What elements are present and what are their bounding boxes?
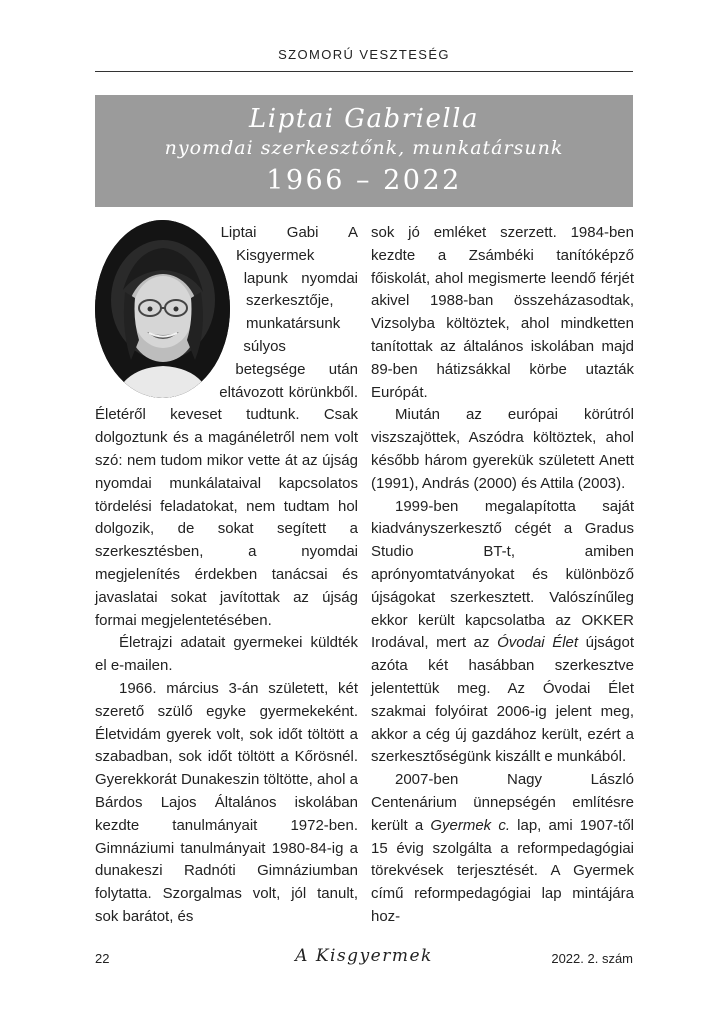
- magazine-title-gyermek: Gyermek c.: [430, 816, 510, 834]
- section-title: SZOMORÚ VESZTESÉG: [278, 47, 450, 62]
- issue-number: 2022. 2. szám: [551, 951, 633, 966]
- paragraph-centenary: 2007-ben Nagy László Centenárium ünnepségén említésre került a Gyermek c. lap, ami 1907-től 15 évig szolgálta a reformpedagógiai törekvések terjesztését. A Gyermek című reformpedagógiai lap mintájára hoz-: [371, 771, 635, 925]
- paragraph-intro: Liptai Gabi A Kisgyermek lapunk nyomdai szerkesztője, munkatársunk súlyos betegsége után eltávozott körünkből. Életéről keveset tudtunk. Csak dolgoztunk és a magánéletről nem volt szó: nem tudom mikor vette át az újság nyomdai munkálataival kapcsolatos tördelési feladatokat, nem tudtam hol dolgozik, de sokat segített a szerkesztésben, a nyomdai megjelenítés érdekben tanácsai és javaslatai sokat javítottak az újság formai megjelentetésében.: [95, 224, 358, 629]
- section-header: [95, 44, 633, 72]
- paragraph-childhood: 1966. március 3-án született, két szerető szülő egyke gyermekeként. Életvidám gyerek volt, sok időt töltött a szabadban, sok időt töltött a Kőrösnél. Gyerekkorát Dunakeszin töltötte, ahol a Bárdos Lajos Általános iskolában kezdte tanulmányait 1972-ben. Gimnáziumi tanulmányait 1980-84-ig a dunakeszi Radnóti Gimnáziumban folytatta. Szorgalmas volt, jól tanult, sok barátot, és: [95, 679, 358, 925]
- paragraph-college: sok jó emléket szerzett. 1984-ben kezdte a Zsámbéki tanítóképző főiskolát, ahol megismerte leendő férjét akivel 1988-ban összeházasodtak, Vizsolyba költöztek, ahol mindketten tanítottak az általános iskolában majd 89-ben hátizsákkal körbe utazták Európát.: [371, 224, 634, 401]
- article-column-left: [95, 222, 358, 929]
- portrait-photo: [95, 220, 238, 403]
- person-role: nyomdai szerkesztőnk, munkatársunk: [164, 137, 564, 159]
- paragraph-family: Miután az európai körútról viszszajöttek, Aszódra költöztek, ahol később három gyerekük született Anett (1991), András (2000) és Attila (2003).: [371, 406, 634, 492]
- page-number: 22: [95, 951, 110, 966]
- magazine-name: A Kisgyermek: [295, 946, 433, 966]
- article-column-right: [371, 222, 634, 929]
- magazine-title-ovodai-elet: Óvodai Élet: [497, 634, 579, 652]
- title-banner: [95, 95, 633, 207]
- page-footer: [95, 948, 633, 972]
- person-name: Liptai Gabriella: [249, 104, 479, 134]
- life-years: 1966 – 2022: [266, 165, 462, 196]
- paragraph-bio-source: Életrajzi adatait gyermekei küldték el e-mailen.: [95, 634, 358, 675]
- paragraph-company: 1999-ben megalapította saját kiadványszerkesztő cégét a Gradus Studio BT-t, amiben aprónyomtatványokat és különböző újságokat szerkesztett. Valószínűleg ekkor került kapcsolatba az OKKER Irodával, mert az Óvodai Élet újságot azóta két hasábban szerkesztve jelentettük meg. Az Óvodai Élet szakmai folyóirat 2006-ig jelent meg, akkor a cég új gazdához került, ezért a szerkesztőségünk kiszállt e munkából.: [371, 497, 634, 766]
- portrait-image: [95, 220, 230, 398]
